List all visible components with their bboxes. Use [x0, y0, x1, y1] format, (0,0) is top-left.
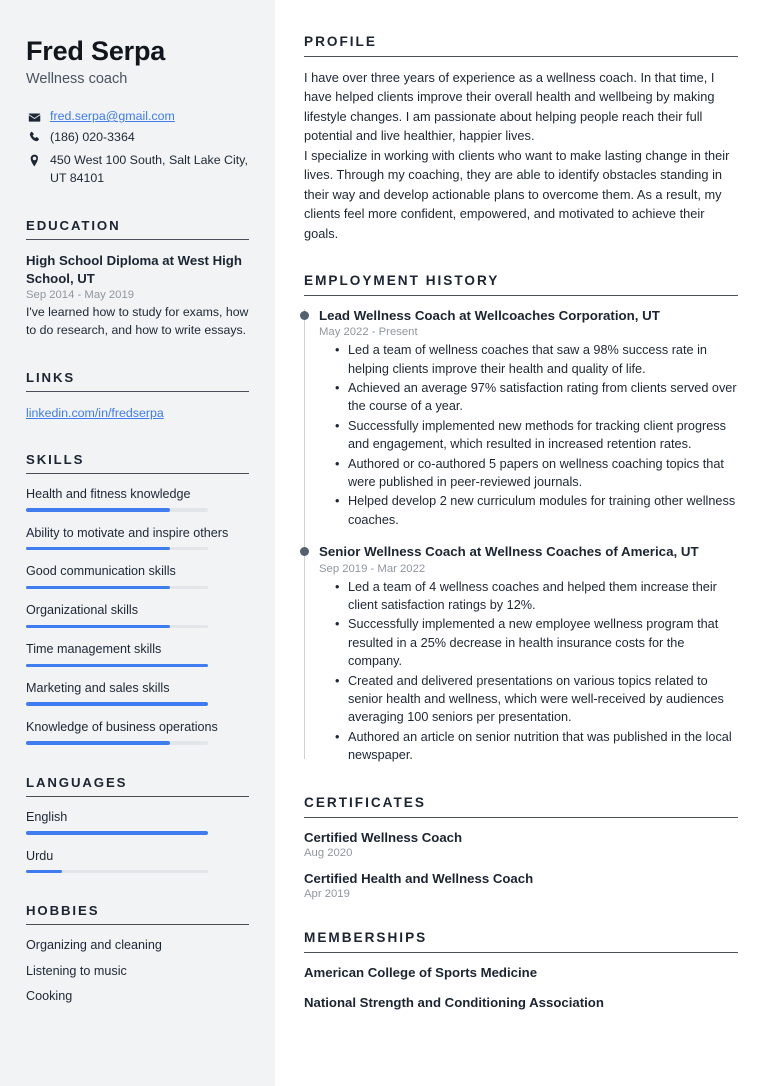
certificates-list: [304, 829, 738, 900]
education-title: High School Diploma at West High School, UT: [26, 253, 242, 286]
skill-label: Organizational skills: [26, 603, 138, 618]
language-label: Urdu: [26, 848, 54, 863]
employment-bullet: • Authored or co-authored 5 papers on wellness coaching topics that were published in peer-reviewed journals.: [348, 455, 738, 492]
section-memberships: [304, 930, 738, 1011]
skill-bar-fill: [26, 741, 170, 745]
sidebar: [0, 0, 275, 1086]
employment-title: Senior Wellness Coach at Wellness Coaches of America, UT: [319, 544, 699, 560]
skill-bar-track: [26, 702, 208, 706]
employment-bullet: • Led a team of 4 wellness coaches and helped them increase their client satisfaction ratings by 12%.: [348, 578, 738, 615]
section-heading-profile: PROFILE: [304, 34, 738, 57]
employment-bullets: [319, 578, 738, 765]
skill-label: Ability to motivate and inspire others: [26, 525, 229, 540]
employment-title: Lead Wellness Coach at Wellcoaches Corporation, UT: [319, 307, 660, 323]
address-text: 450 West 100 South, Salt Lake City, UT 84101: [50, 153, 248, 186]
skill-bar-fill: [26, 664, 208, 668]
skill-item: [26, 525, 249, 551]
contact-list: [26, 109, 249, 188]
candidate-job-title: Wellness coach: [26, 71, 128, 88]
language-bar-fill: [26, 831, 208, 835]
skill-item: [26, 602, 249, 628]
skill-bar-fill: [26, 625, 170, 629]
candidate-name: Fred Serpa: [26, 36, 166, 66]
skill-item: [26, 486, 249, 512]
contact-row-email: [26, 109, 249, 124]
skill-bar-fill: [26, 547, 170, 551]
employment-entry: [319, 307, 738, 529]
section-profile: [304, 34, 738, 243]
section-heading-employment: EMPLOYMENT HISTORY: [304, 273, 738, 296]
section-employment: [304, 273, 738, 765]
section-education: [26, 218, 249, 340]
skills-list: [26, 486, 249, 745]
skill-item: [26, 719, 249, 745]
employment-bullet: • Achieved an average 97% satisfaction rating from clients served over the course of a year.: [348, 379, 738, 416]
hobby-item: Listening to music: [26, 963, 127, 978]
employment-bullet: • Created and delivered presentations on various topics related to senior health and wellness, which were well-received by audiences averaging 100 seniors per presentation.: [348, 672, 738, 727]
language-bar-track: [26, 831, 208, 835]
certificate-date: Aug 2020: [304, 846, 353, 859]
envelope-icon: [26, 109, 43, 124]
section-skills: [26, 452, 249, 745]
email-link[interactable]: fred.serpa@gmail.com: [50, 109, 175, 124]
skill-bar-track: [26, 664, 208, 668]
skill-bar-track: [26, 508, 208, 512]
employment-bullet: • Helped develop 2 new curriculum modules for training other wellness coaches.: [348, 492, 738, 529]
section-heading-education: EDUCATION: [26, 218, 249, 240]
phone-text: (186) 020-3364: [50, 130, 135, 145]
skill-bar-track: [26, 586, 208, 590]
section-heading-links: LINKS: [26, 370, 249, 392]
employment-bullet: • Authored an article on senior nutrition that was published in the local newspaper.: [348, 728, 738, 765]
skill-item: [26, 641, 249, 667]
memberships-list: [304, 964, 738, 1011]
employment-entry: [319, 543, 738, 764]
main-column: [275, 0, 768, 1086]
skill-item: [26, 680, 249, 706]
employment-bullet: • Led a team of wellness coaches that saw a 98% success rate in helping clients improve their health and quality of life.: [348, 341, 738, 378]
profile-paragraph: I have over three years of experience as a wellness coach. In that time, I have helped clients improve their overall health and wellbeing by making lifestyle changes. I am passionate about helping people reach their full potential and live healthier, happier lives.: [304, 70, 715, 144]
section-languages: [26, 775, 249, 874]
skill-bar-track: [26, 625, 208, 629]
certificate-entry: [304, 829, 738, 859]
education-entry: [26, 252, 249, 340]
skill-bar-track: [26, 547, 208, 551]
profile-paragraph: I specialize in working with clients who want to make lasting change in their lives. Through my coaching, they are able to identify obstacles standing in their way and develop actionable plans to overcome them. As a result, my clients feel more confident, empowered, and motivated to achieve their goals.: [304, 147, 730, 241]
section-heading-skills: SKILLS: [26, 452, 249, 474]
hobby-item: Organizing and cleaning: [26, 938, 162, 953]
education-description: I've learned how to study for exams, how to do research, and how to write essays.: [26, 305, 249, 337]
language-item: [26, 848, 249, 874]
skill-bar-fill: [26, 508, 170, 512]
employment-bullet: • Successfully implemented a new employee wellness program that resulted in a 25% decrease in health insurance costs for the company.: [348, 615, 738, 670]
skill-label: Knowledge of business operations: [26, 719, 218, 734]
contact-row-phone: [26, 129, 249, 147]
membership-item: National Strength and Conditioning Association: [304, 995, 604, 1011]
skill-bar-fill: [26, 586, 170, 590]
certificate-entry: [304, 870, 738, 900]
skill-bar-fill: [26, 702, 208, 706]
languages-list: [26, 809, 249, 874]
section-hobbies: [26, 903, 249, 1004]
skill-label: Time management skills: [26, 642, 162, 657]
language-item: [26, 809, 249, 835]
section-heading-memberships: MEMBERSHIPS: [304, 930, 738, 953]
location-pin-icon: [26, 152, 43, 167]
skill-label: Good communication skills: [26, 564, 176, 579]
certificate-date: Apr 2019: [304, 887, 350, 900]
employment-date: Sep 2019 - Mar 2022: [319, 562, 426, 575]
membership-item: American College of Sports Medicine: [304, 964, 538, 980]
section-heading-hobbies: HOBBIES: [26, 903, 249, 925]
language-bar-fill: [26, 870, 62, 874]
linkedin-link[interactable]: linkedin.com/in/fredserpa: [26, 405, 164, 420]
education-date: Sep 2014 - May 2019: [26, 289, 135, 302]
language-bar-track: [26, 870, 208, 874]
skill-bar-track: [26, 741, 208, 745]
skill-label: Health and fitness knowledge: [26, 486, 191, 501]
section-heading-languages: LANGUAGES: [26, 775, 249, 797]
employment-bullet: • Successfully implemented new methods for tracking client progress and engagement, which resulted in increased retention rates.: [348, 417, 738, 454]
hobbies-list: [26, 937, 249, 1004]
section-links: [26, 370, 249, 422]
profile-body: [304, 68, 738, 243]
language-label: English: [26, 809, 68, 824]
skill-label: Marketing and sales skills: [26, 681, 170, 696]
employment-bullets: [319, 341, 738, 529]
employment-timeline: [304, 307, 738, 765]
section-heading-certificates: CERTIFICATES: [304, 795, 738, 818]
certificate-title: Certified Health and Wellness Coach: [304, 870, 534, 886]
phone-icon: [26, 129, 43, 144]
employment-date: May 2022 - Present: [319, 326, 418, 339]
certificate-title: Certified Wellness Coach: [304, 829, 463, 845]
contact-row-address: [26, 152, 249, 188]
hobby-item: Cooking: [26, 989, 73, 1004]
section-certificates: [304, 795, 738, 900]
skill-item: [26, 563, 249, 589]
